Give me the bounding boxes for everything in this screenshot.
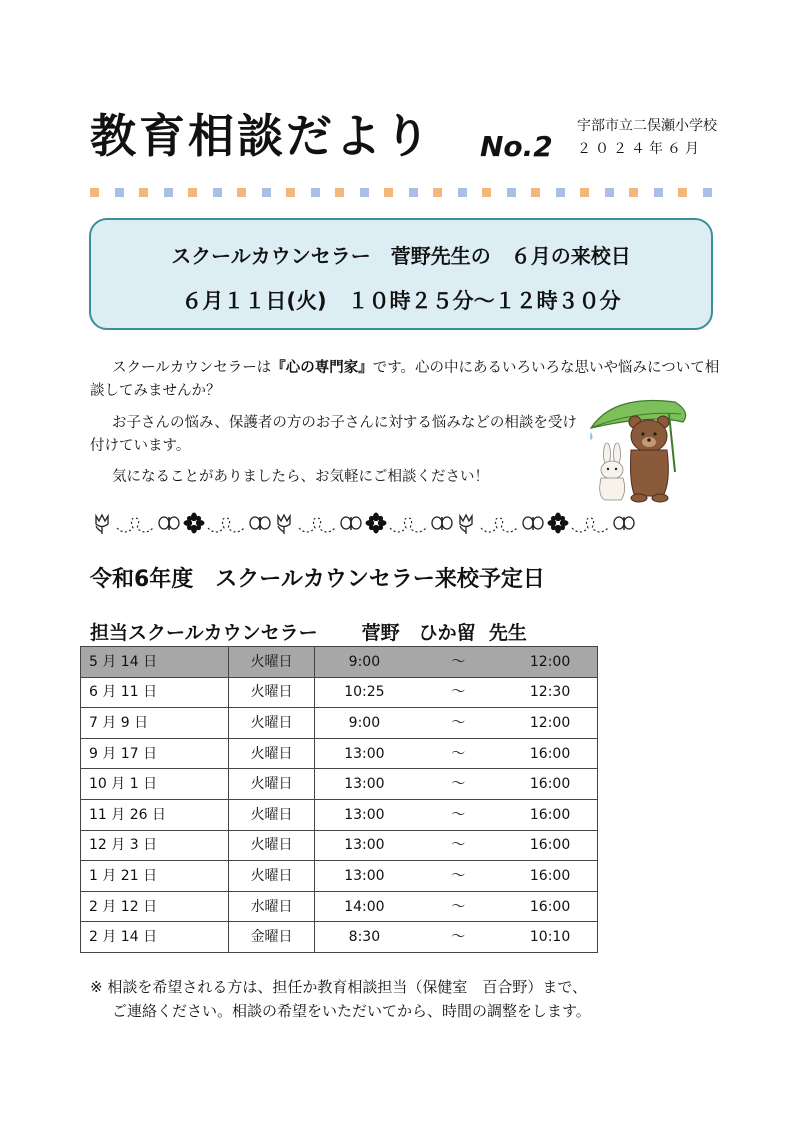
divider-square bbox=[262, 188, 271, 197]
schedule-tilde: ～ bbox=[413, 861, 503, 892]
page-title: 教育相談だより bbox=[90, 109, 433, 163]
schedule-weekday: 火曜日 bbox=[228, 647, 315, 678]
divider-square bbox=[409, 188, 418, 197]
divider-square bbox=[335, 188, 344, 197]
divider-square bbox=[237, 188, 246, 197]
schedule-title: 令和6年度 スクールカウンセラー来校予定日 bbox=[90, 567, 545, 592]
schedule-weekday: 火曜日 bbox=[228, 708, 315, 739]
divider-square bbox=[678, 188, 687, 197]
schedule-tilde: ～ bbox=[413, 922, 503, 953]
divider-square bbox=[580, 188, 589, 197]
flower-icon bbox=[366, 513, 387, 534]
schedule-date: 5 月 14 日 bbox=[81, 647, 229, 678]
schedule-end-time: 12:00 bbox=[503, 708, 597, 739]
divider-square bbox=[703, 188, 712, 197]
schedule-row bbox=[81, 708, 598, 739]
divider-square bbox=[605, 188, 614, 197]
schedule-date: 1 月 21 日 bbox=[81, 861, 229, 892]
schedule-weekday: 火曜日 bbox=[228, 677, 315, 708]
schedule-date: 6 月 11 日 bbox=[81, 677, 229, 708]
butterfly-icon bbox=[250, 517, 270, 530]
schedule-row bbox=[81, 769, 598, 800]
note-line-1: ※ 相談を希望される方は、担任か教育相談担当（保健室 百合野）まで、 bbox=[90, 978, 588, 996]
divider-square bbox=[507, 188, 516, 197]
schedule-date: 11 月 26 日 bbox=[81, 799, 229, 830]
schedule-row bbox=[81, 738, 598, 769]
schedule-row bbox=[81, 677, 598, 708]
schedule-tilde: ～ bbox=[413, 647, 503, 678]
schedule-weekday: 水曜日 bbox=[228, 891, 315, 922]
schedule-end-time: 16:00 bbox=[503, 738, 597, 769]
counselor-label: 担当スクールカウンセラー bbox=[90, 622, 318, 644]
schedule-start-time: 10:25 bbox=[315, 677, 413, 708]
schedule-tilde: ～ bbox=[413, 769, 503, 800]
schedule-date: 7 月 9 日 bbox=[81, 708, 229, 739]
divider-square bbox=[654, 188, 663, 197]
tulip-butterfly-flower-border-icon bbox=[88, 512, 718, 536]
schedule-end-time: 16:00 bbox=[503, 769, 597, 800]
divider-square bbox=[188, 188, 197, 197]
schedule-tilde: ～ bbox=[413, 677, 503, 708]
schedule-end-time: 12:30 bbox=[503, 677, 597, 708]
dotted-arc-icon bbox=[390, 518, 426, 532]
counselor-suffix: 先生 bbox=[488, 622, 527, 644]
butterfly-icon bbox=[523, 517, 543, 530]
counselor-name: 菅野 ひか留 bbox=[361, 622, 476, 644]
schedule-row bbox=[81, 861, 598, 892]
divider-square bbox=[458, 188, 467, 197]
schedule-table bbox=[80, 646, 598, 953]
schedule-end-time: 16:00 bbox=[503, 799, 597, 830]
schedule-end-time: 16:00 bbox=[503, 830, 597, 861]
schedule-start-time: 13:00 bbox=[315, 799, 413, 830]
schedule-date: 2 月 14 日 bbox=[81, 922, 229, 953]
schedule-end-time: 16:00 bbox=[503, 891, 597, 922]
dotted-arc-icon bbox=[208, 518, 244, 532]
schedule-date: 10 月 1 日 bbox=[81, 769, 229, 800]
divider-square bbox=[311, 188, 320, 197]
note-line-2: ご連絡ください。相談の希望をいただいてから、時間の調整をします。 bbox=[112, 1002, 591, 1020]
schedule-end-time: 10:10 bbox=[503, 922, 597, 953]
dotted-arc-icon bbox=[481, 518, 517, 532]
schedule-date: 12 月 3 日 bbox=[81, 830, 229, 861]
dotted-arc-icon bbox=[572, 518, 608, 532]
schedule-tilde: ～ bbox=[413, 799, 503, 830]
intro-text: スクールカウンセラーは bbox=[112, 360, 272, 376]
flower-icon bbox=[184, 513, 205, 534]
schedule-start-time: 13:00 bbox=[315, 738, 413, 769]
schedule-weekday: 火曜日 bbox=[228, 861, 315, 892]
school-name: 宇部市立二俣瀬小学校 bbox=[577, 118, 717, 134]
schedule-tilde: ～ bbox=[413, 708, 503, 739]
banner-heading: スクールカウンセラー 菅野先生の ６月の来校日 bbox=[171, 244, 631, 268]
butterfly-icon bbox=[432, 517, 452, 530]
dotted-arc-icon bbox=[299, 518, 335, 532]
schedule-weekday: 火曜日 bbox=[228, 799, 315, 830]
divider-square bbox=[360, 188, 369, 197]
divider-square bbox=[139, 188, 148, 197]
schedule-end-time: 12:00 bbox=[503, 647, 597, 678]
divider-square bbox=[482, 188, 491, 197]
schedule-row bbox=[81, 830, 598, 861]
butterfly-icon bbox=[341, 517, 361, 530]
divider-square bbox=[213, 188, 222, 197]
schedule-start-time: 13:00 bbox=[315, 861, 413, 892]
schedule-weekday: 火曜日 bbox=[228, 769, 315, 800]
divider-square bbox=[286, 188, 295, 197]
dotted-arc-icon bbox=[117, 518, 153, 532]
divider-square bbox=[556, 188, 565, 197]
schedule-tilde: ～ bbox=[413, 891, 503, 922]
schedule-date: 9 月 17 日 bbox=[81, 738, 229, 769]
schedule-start-time: 9:00 bbox=[315, 708, 413, 739]
schedule-start-time: 9:00 bbox=[315, 647, 413, 678]
schedule-weekday: 火曜日 bbox=[228, 738, 315, 769]
schedule-row bbox=[81, 922, 598, 953]
divider-square bbox=[115, 188, 124, 197]
schedule-start-time: 13:00 bbox=[315, 830, 413, 861]
issue-date: ２０２４年６月 bbox=[577, 141, 703, 157]
intro-text: です。心の中にあるいろいろな思いや悩みについて相談してみませんか？ bbox=[90, 360, 720, 399]
bear-and-rabbit-under-leaf-icon bbox=[583, 392, 693, 504]
schedule-row bbox=[81, 647, 598, 678]
flower-icon bbox=[548, 513, 569, 534]
intro-emphasis: 『心の専門家』 bbox=[271, 360, 373, 376]
divider-square bbox=[90, 188, 99, 197]
issue-number: No.2 bbox=[480, 130, 553, 163]
divider-square bbox=[629, 188, 638, 197]
schedule-start-time: 8:30 bbox=[315, 922, 413, 953]
tulip-icon bbox=[460, 515, 472, 534]
schedule-tilde: ～ bbox=[413, 738, 503, 769]
schedule-start-time: 13:00 bbox=[315, 769, 413, 800]
schedule-date: 2 月 12 日 bbox=[81, 891, 229, 922]
schedule-weekday: 金曜日 bbox=[228, 922, 315, 953]
banner-datetime: ６月１１日(火) １０時２５分～１２時３０分 bbox=[181, 289, 621, 313]
dashed-divider bbox=[90, 188, 712, 198]
butterfly-icon bbox=[614, 517, 634, 530]
contact-note bbox=[90, 975, 730, 1023]
divider-square bbox=[531, 188, 540, 197]
divider-square bbox=[433, 188, 442, 197]
schedule-end-time: 16:00 bbox=[503, 861, 597, 892]
intro-paragraph-3: 気になることがありましたら、お気軽にご相談ください！ bbox=[112, 469, 489, 485]
butterfly-icon bbox=[159, 517, 179, 530]
schedule-start-time: 14:00 bbox=[315, 891, 413, 922]
schedule-row bbox=[81, 891, 598, 922]
divider-square bbox=[164, 188, 173, 197]
divider-square bbox=[384, 188, 393, 197]
tulip-icon bbox=[278, 515, 290, 534]
schedule-tilde: ～ bbox=[413, 830, 503, 861]
schedule-row bbox=[81, 799, 598, 830]
tulip-icon bbox=[96, 515, 108, 534]
counselor-line bbox=[90, 621, 527, 645]
intro-paragraph-2: お子さんの悩み、保護者の方のお子さんに対する悩みなどの相談を受け付けています。 bbox=[90, 415, 577, 454]
schedule-weekday: 火曜日 bbox=[228, 830, 315, 861]
